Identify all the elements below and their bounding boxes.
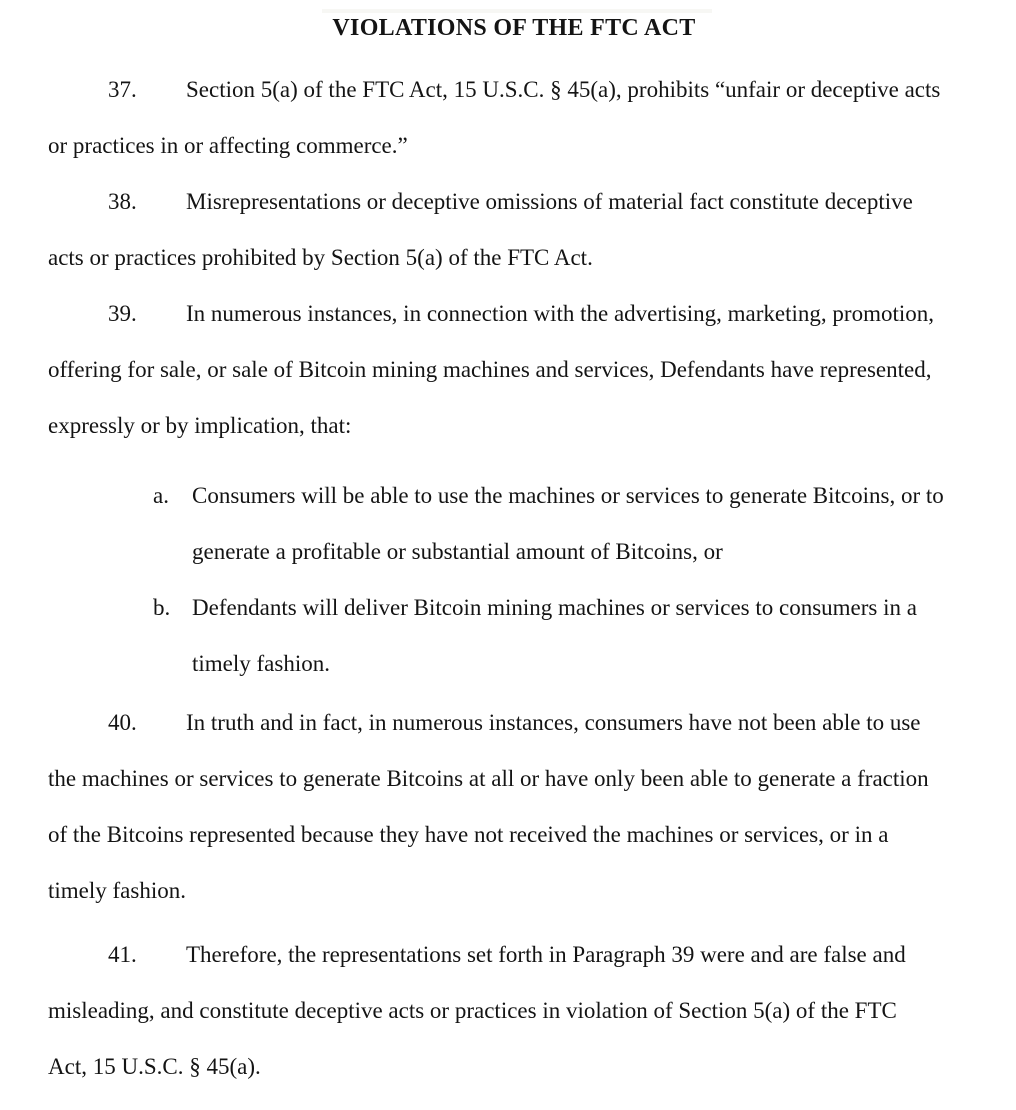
paragraph-41 (48, 927, 990, 1095)
paragraph-40-number: 40. (108, 710, 137, 735)
paragraph-37 (48, 62, 990, 174)
paragraph-38-number: 38. (108, 189, 137, 214)
list-item-a-marker: a. (153, 483, 169, 508)
list-item-a-text-1: Consumers will be able to use the machines or services to generate Bitcoins, or to (192, 483, 944, 508)
paragraph-39-line-2: offering for sale, or sale of Bitcoin mining machines and services, Defendants have represented, (48, 357, 932, 382)
paragraph-41-line-1 (48, 927, 990, 983)
list-item-b-line-1 (48, 580, 990, 636)
paragraph-39-line-1 (48, 286, 990, 342)
list-item-a-line-2: generate a profitable or substantial amount of Bitcoins, or (192, 539, 723, 564)
paragraph-38 (48, 174, 990, 286)
list-item-b (48, 580, 990, 692)
paragraph-38-text-1: Misrepresentations or deceptive omissions of material fact constitute deceptive (186, 189, 913, 214)
paragraph-41-text-1: Therefore, the representations set forth in Paragraph 39 were and are false and (186, 942, 906, 967)
list-item-a-line-1 (48, 468, 990, 524)
paragraph-41-line-2: misleading, and constitute deceptive acts or practices in violation of Section 5(a) of the FTC (48, 998, 897, 1023)
representations-list (48, 468, 990, 692)
paragraph-39-number: 39. (108, 301, 137, 326)
scan-artifact (322, 9, 712, 13)
list-item-a (48, 468, 990, 580)
paragraph-37-line-1 (48, 62, 990, 118)
paragraph-39-line-3: expressly or by implication, that: (48, 413, 352, 438)
paragraph-40-text-1: In truth and in fact, in numerous instances, consumers have not been able to use (186, 710, 921, 735)
list-item-b-marker: b. (153, 595, 171, 620)
list-item-b-text-1: Defendants will deliver Bitcoin mining machines or services to consumers in a (192, 595, 917, 620)
paragraph-40-line-3: of the Bitcoins represented because they have not received the machines or services, or in a (48, 822, 889, 847)
list-item-b-line-2: timely fashion. (192, 651, 330, 676)
paragraph-37-text-1: Section 5(a) of the FTC Act, 15 U.S.C. § 45(a), prohibits “unfair or deceptive acts (186, 77, 941, 102)
paragraph-39 (48, 286, 990, 454)
paragraph-41-line-3: Act, 15 U.S.C. § 45(a). (48, 1054, 261, 1079)
paragraph-37-line-2: or practices in or affecting commerce.” (48, 133, 408, 158)
section-heading: VIOLATIONS OF THE FTC ACT (332, 15, 696, 41)
paragraph-38-line-2: acts or practices prohibited by Section 5(a) of the FTC Act. (48, 245, 593, 270)
paragraph-40-line-1 (48, 695, 990, 751)
paragraph-38-line-1 (48, 174, 990, 230)
paragraph-40 (48, 695, 990, 919)
paragraph-40-line-4: timely fashion. (48, 878, 186, 903)
paragraph-41-number: 41. (108, 942, 137, 967)
paragraph-39-text-1: In numerous instances, in connection with the advertising, marketing, promotion, (186, 301, 934, 326)
paragraph-40-line-2: the machines or services to generate Bitcoins at all or have only been able to generate a fraction (48, 766, 929, 791)
paragraph-37-number: 37. (108, 77, 137, 102)
